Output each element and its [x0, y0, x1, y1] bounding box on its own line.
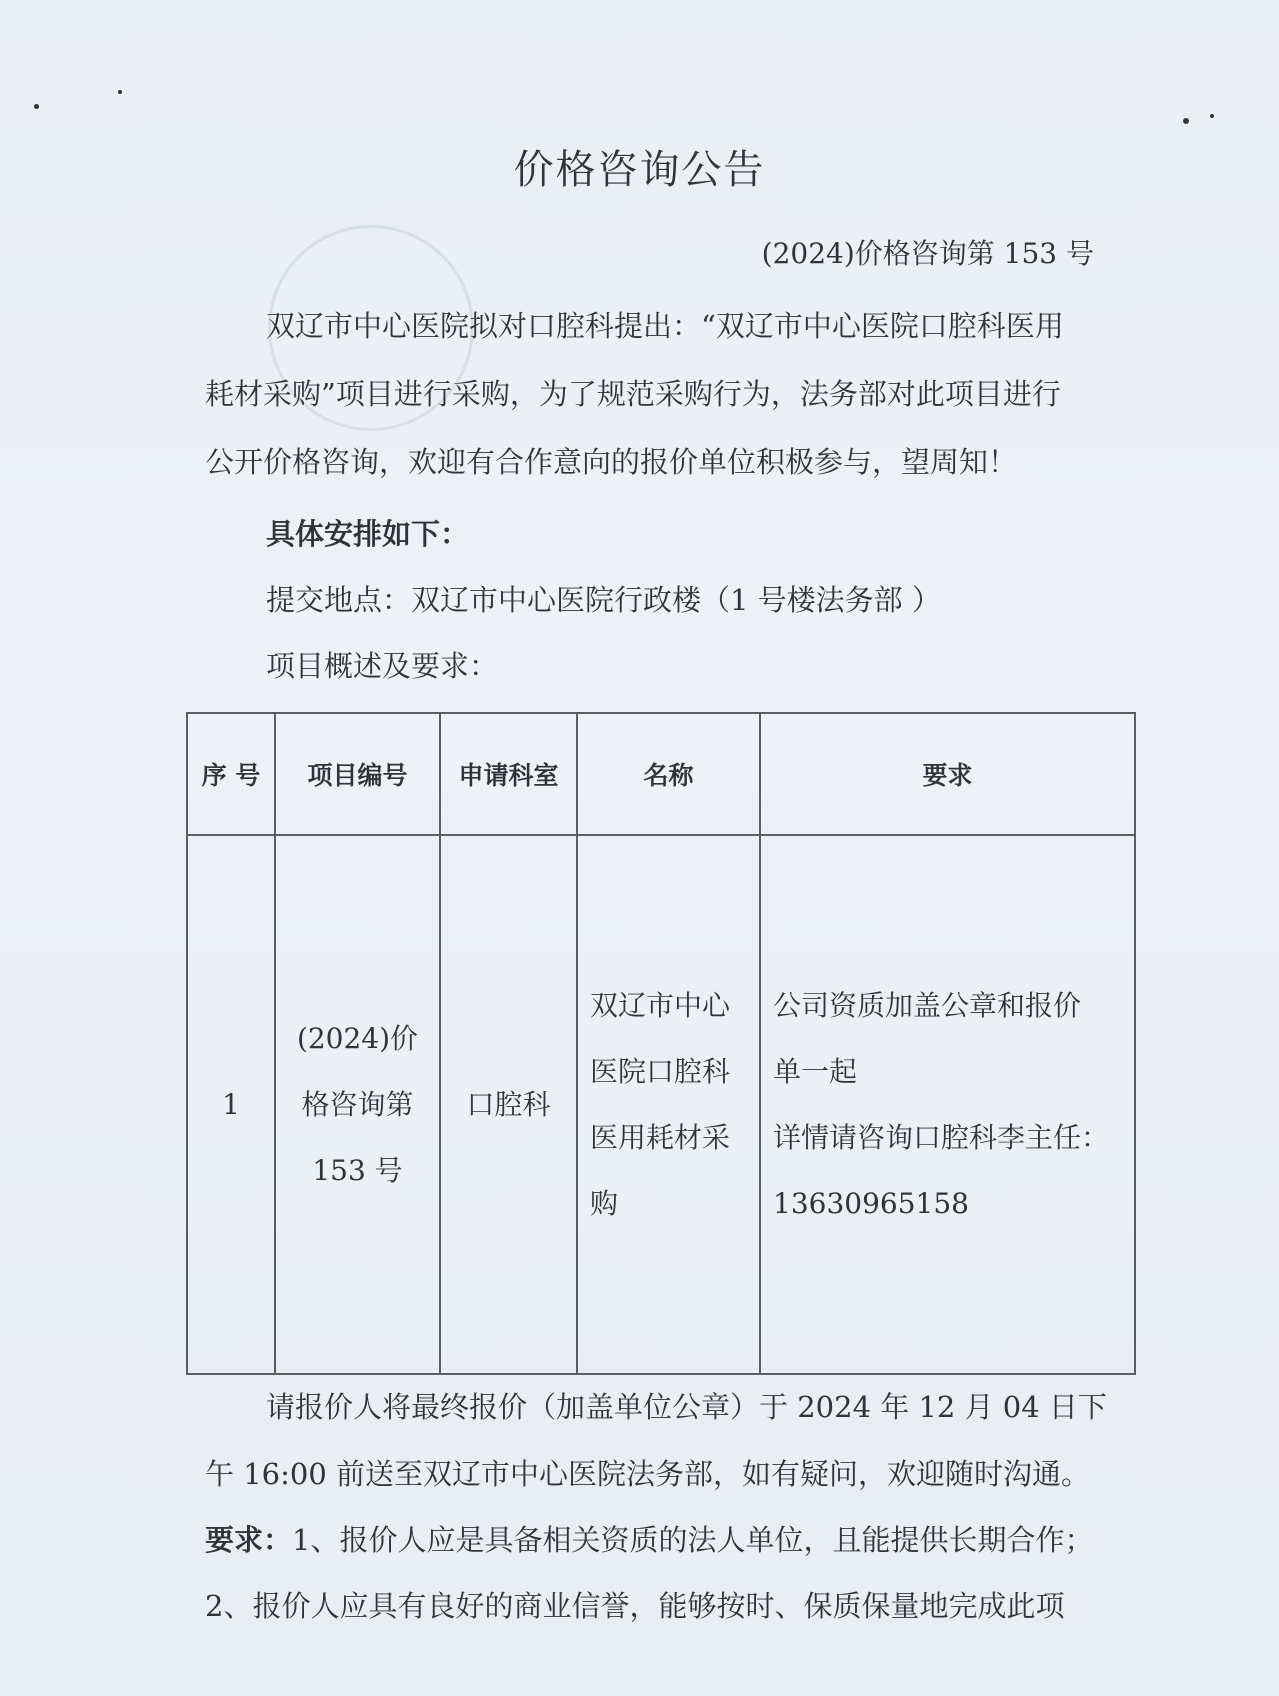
cell-project-code [275, 835, 440, 1374]
name-line: 医用耗材采 [590, 1120, 731, 1154]
paper-speck [34, 104, 39, 109]
requirement-line: 13630965158 [773, 1186, 969, 1220]
cell-name [577, 835, 760, 1374]
document-number: (2024)价格咨询第 153 号 [761, 237, 1094, 270]
header-name: 名称 [577, 713, 760, 835]
cell-requirement [760, 835, 1135, 1374]
name-line: 双辽市中心 [590, 988, 731, 1022]
cell-department: 口腔科 [440, 835, 577, 1374]
paper-speck [1183, 118, 1189, 124]
code-line: 153 号 [312, 1153, 403, 1187]
header-requirement: 要求 [760, 713, 1135, 835]
paper-speck [1210, 114, 1214, 118]
requirements-line-2: 2、报价人应具有良好的商业信誉，能够按时、保质保量地完成此项 [205, 1589, 1065, 1623]
paper-speck [118, 90, 122, 94]
name-line: 医院口腔科 [590, 1054, 731, 1088]
table-header-row [187, 713, 1135, 835]
table-row [187, 835, 1135, 1374]
requirement-line: 单一起 [773, 1054, 858, 1088]
submit-location: 提交地点：双辽市中心医院行政楼（1 号楼法务部 ） [266, 583, 941, 617]
page-title: 价格咨询公告 [513, 147, 766, 193]
requirement-line: 公司资质加盖公章和报价 [773, 988, 1082, 1022]
requirement-line: 详情请咨询口腔科李主任： [773, 1120, 1110, 1154]
intro-line-3: 公开价格咨询，欢迎有合作意向的报价单位积极参与，望周知！ [205, 445, 1018, 479]
cell-seq: 1 [187, 835, 275, 1374]
header-project-code: 项目编号 [275, 713, 440, 835]
arrangement-heading: 具体安排如下： [266, 517, 470, 551]
intro-line-2: 耗材采购”项目进行采购，为了规范采购行为，法务部对此项目进行 [205, 377, 1061, 411]
requirements-line-1 [205, 1518, 1093, 1559]
code-line: (2024)价 [296, 1021, 419, 1055]
deadline-line-1: 请报价人将最终报价（加盖单位公章）于 2024 年 12 月 04 日下 [266, 1390, 1107, 1424]
requirement-1: 1、报价人应是具备相关资质的法人单位，且能提供长期合作； [292, 1523, 1094, 1557]
requirements-label: 要求： [205, 1523, 293, 1557]
name-line: 购 [590, 1186, 619, 1220]
intro-line-1: 双辽市中心医院拟对口腔科提出：“双辽市中心医院口腔科医用 [266, 309, 1064, 343]
header-department: 申请科室 [440, 713, 577, 835]
project-table [186, 712, 1136, 1375]
deadline-line-2: 午 16:00 前送至双辽市中心医院法务部，如有疑问，欢迎随时沟通。 [205, 1457, 1091, 1491]
project-overview-heading: 项目概述及要求： [266, 649, 499, 683]
header-seq: 序 号 [187, 713, 275, 835]
code-line: 格咨询第 [301, 1087, 414, 1121]
